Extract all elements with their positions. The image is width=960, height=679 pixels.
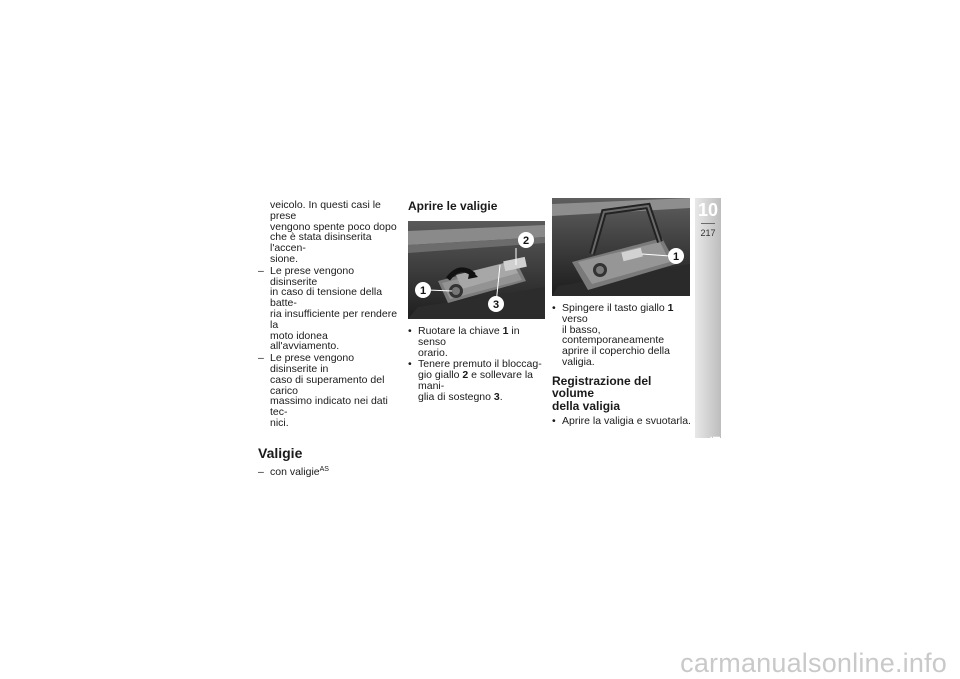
text-column-3 <box>552 200 692 427</box>
ref-number: 1 <box>667 302 674 314</box>
dash-marker: – <box>258 264 264 277</box>
step-text: Aprire la valigia e svuotarla. <box>562 415 691 428</box>
instruction-step <box>408 326 545 358</box>
step-text: in senso <box>418 325 520 348</box>
instruction-step <box>552 303 692 368</box>
subsection-title: Aprire le valigie <box>408 199 498 213</box>
step-text: Ruotare la chiave <box>418 325 503 337</box>
step-text: Spingere il tasto giallo <box>562 302 668 314</box>
text-line: massimo indicato nei dati tec- <box>270 395 388 419</box>
text-line: vengono spente poco dopo <box>270 220 397 233</box>
text-line: nici. <box>270 416 289 429</box>
text-line: veicolo. In questi casi le prese <box>270 199 381 222</box>
section-title: Valigie <box>258 444 303 461</box>
divider <box>701 223 715 224</box>
case-handle-photo <box>552 198 690 296</box>
continued-paragraph <box>258 200 398 265</box>
dash-marker: – <box>258 465 264 478</box>
dash-item <box>258 266 398 352</box>
step-text: . <box>499 390 503 403</box>
text-column-1 <box>258 200 398 478</box>
instruction-step <box>408 359 545 402</box>
step-text: e sollevare la mani- <box>418 369 534 392</box>
text-column-2 <box>408 200 545 403</box>
callout-2: 2 <box>522 235 530 247</box>
option-text: con valigie <box>270 465 320 478</box>
step-text: gio giallo <box>418 369 463 382</box>
bullet-marker: • <box>552 415 556 428</box>
step-text: aprire il coperchio della valigia. <box>562 345 670 368</box>
dash-item <box>258 353 398 429</box>
heading-line: Registrazione del volume <box>552 373 652 401</box>
dash-marker: – <box>258 352 264 365</box>
step-text: il basso, contemporaneamente <box>562 323 665 347</box>
heading-line: della valigia <box>552 398 621 413</box>
step-text: glia di sostegno <box>418 390 494 403</box>
text-line: moto idonea all'avviamento. <box>270 329 340 353</box>
text-line: caso di superamento del carico <box>270 373 385 397</box>
callout-1: 1 <box>419 285 427 297</box>
text-line: ria insufficiente per rendere la <box>270 307 398 331</box>
text-line: che è stata disinserita l'accen- <box>270 231 372 255</box>
option-item <box>258 467 398 478</box>
bullet-marker: • <box>408 358 412 371</box>
subsection-title <box>552 375 692 413</box>
text-line: Le prese vengono disinserite in <box>270 352 355 375</box>
ref-number: 2 <box>462 369 469 382</box>
callout-1: 1 <box>672 251 680 263</box>
text-line: in caso di tensione della batte- <box>270 286 383 310</box>
step-text: verso <box>562 312 588 325</box>
bullet-marker: • <box>552 302 556 314</box>
bullet-marker: • <box>408 325 412 337</box>
case-lock-photo <box>408 221 545 319</box>
page-number: 217 <box>700 228 716 238</box>
instruction-step <box>552 416 692 427</box>
chapter-number: 10 <box>697 200 719 220</box>
text-line: Le prese vengono disinserite <box>270 264 355 288</box>
text-line: sione. <box>270 252 299 265</box>
step-text: orario. <box>418 346 448 359</box>
ref-number: 1 <box>502 325 509 337</box>
chapter-title: Accessori <box>708 435 723 498</box>
watermark: carmanualsonline.info <box>680 648 947 678</box>
chapter-tab <box>695 198 723 498</box>
ref-number: 3 <box>493 390 500 403</box>
step-text: Tenere premuto il bloccag- <box>418 358 542 371</box>
callout-3: 3 <box>492 299 500 311</box>
option-code: AS <box>319 465 329 473</box>
